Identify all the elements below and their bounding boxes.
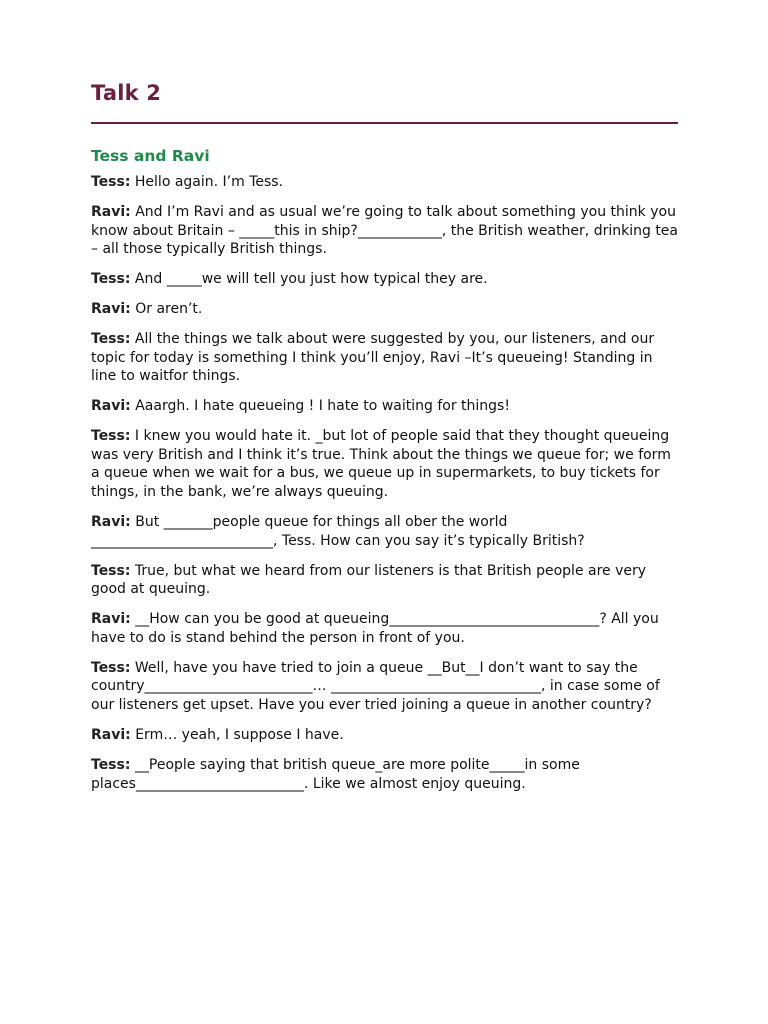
- document-page: [91, 78, 678, 805]
- dialogue-text: __How can you be good at queueing______________________________? All you have to do is stand behind the person in front of you.: [91, 611, 659, 646]
- dialogue-line: [91, 300, 678, 319]
- speaker-label: Tess:: [91, 331, 131, 348]
- dialogue-text: But _______people queue for things all ober the world __________________________, Tess. How can you say it’s typically British?: [91, 514, 585, 549]
- dialogue-line: [91, 173, 678, 192]
- speaker-label: Ravi:: [91, 514, 131, 531]
- dialogue-text: Well, have you have tried to join a queue __But__I don’t want to say the country________________________… ______________________________, in case some of our listeners get upset. Have you ever tried joining a queue in another country?: [91, 659, 660, 713]
- dialogue-line: [91, 427, 678, 501]
- speaker-label: Ravi:: [91, 203, 131, 220]
- speaker-label: Tess:: [91, 756, 131, 773]
- speaker-label: Tess:: [91, 659, 131, 676]
- dialogue-text: Aaargh. I hate queueing ! I hate to waiting for things!: [130, 398, 510, 415]
- speaker-label: Tess:: [91, 562, 131, 579]
- dialogue-line: [91, 610, 678, 647]
- speaker-label: Tess:: [91, 174, 131, 190]
- dialogue-text: All the things we talk about were suggested by you, our listeners, and our topic for today is something I think you’ll enjoy, Ravi –It’s queueing! Standing in line to waitfor things.: [91, 331, 655, 385]
- dialogue-line: [91, 756, 678, 793]
- dialogue-line: [91, 513, 678, 550]
- dialogue-line: [91, 203, 678, 259]
- dialogue-line: [91, 397, 678, 416]
- dialogue: [91, 173, 678, 793]
- dialogue-text: True, but what we heard from our listeners is that British people are very good at queuing.: [91, 562, 647, 598]
- title-divider: [91, 122, 678, 124]
- dialogue-text: Or aren’t.: [130, 301, 203, 318]
- dialogue-line: [91, 659, 678, 715]
- dialogue-line: [91, 562, 678, 599]
- speaker-label: Tess:: [91, 428, 131, 445]
- speaker-label: Ravi:: [91, 301, 131, 318]
- speaker-label: Tess:: [91, 271, 131, 288]
- speaker-label: Ravi:: [91, 611, 131, 628]
- dialogue-text: Erm… yeah, I suppose I have.: [130, 726, 344, 743]
- dialogue-text: And I’m Ravi and as usual we’re going to talk about something you think you know about Britain – _____this in ship?____________, the British weather, drinking tea – all those typically British things.: [91, 203, 678, 258]
- section-subtitle: Tess and Ravi: [91, 147, 210, 165]
- page-title: Talk 2: [91, 81, 162, 105]
- dialogue-line: [91, 726, 678, 745]
- dialogue-text: Hello again. I’m Tess.: [130, 174, 284, 190]
- dialogue-text: __People saying that british queue_are more polite_____in some places________________________. Like we almost enjoy queuing.: [91, 756, 580, 792]
- speaker-label: Ravi:: [91, 726, 131, 743]
- dialogue-text: And _____we will tell you just how typical they are.: [130, 271, 488, 288]
- dialogue-line: [91, 270, 678, 289]
- speaker-label: Ravi:: [91, 398, 131, 415]
- dialogue-text: I knew you would hate it. _but lot of people said that they thought queueing was very British and I think it’s true. Think about the things we queue for; we form a queue when we wait for a bus, we queue up in supermarkets, to buy tickets for things, in the bank, we’re always queuing.: [91, 428, 671, 501]
- dialogue-line: [91, 330, 678, 386]
